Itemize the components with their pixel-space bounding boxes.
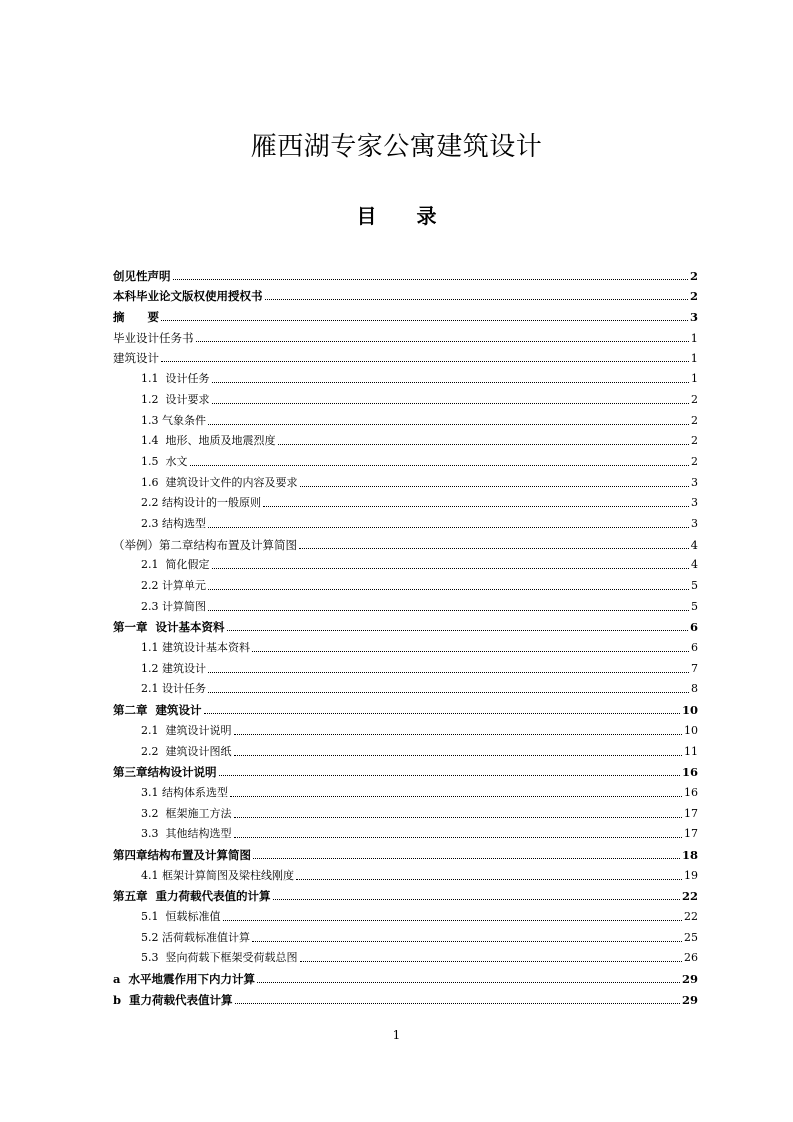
toc-entry-title: 5.1 恒载标准值: [141, 910, 221, 923]
toc-dot-leader: [208, 610, 689, 611]
toc-entry[interactable]: [113, 469, 698, 490]
toc-entry-title: 2.2 结构设计的一般原则: [141, 496, 261, 510]
toc-dot-leader: [230, 796, 682, 797]
toc-dot-leader: [257, 982, 680, 983]
toc-entry[interactable]: [113, 965, 698, 986]
toc-entry-title: 5.2 活荷载标准值计算: [141, 930, 250, 944]
toc-entry[interactable]: [113, 552, 698, 573]
toc-entry-page: 3: [691, 496, 698, 510]
toc-entry-page: 5: [691, 599, 698, 613]
toc-entry-page: 17: [684, 827, 698, 841]
toc-entry-title: 1.1 设计任务: [141, 372, 210, 386]
toc-entry-title: 4.1 框架计算简图及梁柱线刚度: [141, 868, 294, 882]
toc-dot-leader: [212, 568, 690, 569]
toc-entry[interactable]: [113, 490, 698, 511]
toc-entry-page: 10: [684, 723, 698, 737]
toc-entry[interactable]: [113, 593, 698, 614]
toc-dot-leader: [190, 465, 690, 466]
toc-entry-title: 本科毕业论文版权使用授权书: [113, 289, 263, 304]
toc-dot-leader: [227, 630, 688, 631]
toc-entry[interactable]: [113, 303, 698, 324]
toc-entry-page: 2: [691, 434, 698, 448]
toc-dot-leader: [208, 527, 689, 528]
toc-entry[interactable]: [113, 821, 698, 842]
toc-entry[interactable]: [113, 759, 698, 780]
toc-entry-page: 1: [690, 351, 698, 366]
toc-entry[interactable]: [113, 862, 698, 883]
toc-entry[interactable]: [113, 676, 698, 697]
toc-dot-leader: [235, 1003, 680, 1004]
toc-entry-page: 1: [691, 372, 698, 386]
toc-entry-title: 第一章 设计基本资料: [113, 620, 225, 635]
toc-dot-leader: [253, 858, 680, 859]
toc-dot-leader: [300, 961, 683, 962]
toc-entry-page: 25: [684, 930, 698, 944]
toc-dot-leader: [265, 299, 688, 300]
toc-entry-title: 1.3 气象条件: [141, 413, 206, 427]
toc-entry-page: 4: [690, 537, 698, 552]
table-of-contents: [113, 262, 698, 1007]
toc-entry-title: 2.1 建筑设计说明: [141, 723, 232, 737]
toc-entry-title: 1.4 地形、地质及地震烈度: [141, 434, 276, 448]
toc-entry-title: 2.3 结构选型: [141, 516, 206, 530]
toc-dot-leader: [208, 692, 689, 693]
toc-dot-leader: [208, 672, 689, 673]
toc-entry[interactable]: [113, 883, 698, 904]
toc-entry[interactable]: [113, 324, 698, 345]
toc-dot-leader: [234, 817, 683, 818]
toc-dot-leader: [300, 486, 690, 487]
toc-entry-page: 22: [684, 910, 698, 923]
toc-heading: 目 录: [356, 204, 437, 228]
toc-entry-title: 摘 要: [113, 310, 159, 325]
toc-entry-page: 2: [691, 392, 698, 406]
toc-entry-title: b 重力荷载代表值计算: [113, 992, 233, 1007]
toc-entry-title: 2.1 简化假定: [141, 558, 210, 572]
toc-dot-leader: [234, 734, 683, 735]
toc-entry-page: 26: [684, 951, 698, 965]
toc-entry-page: 29: [681, 992, 698, 1007]
toc-entry[interactable]: [113, 572, 698, 593]
toc-entry-title: 1.2 设计要求: [141, 392, 210, 406]
toc-dot-leader: [204, 713, 680, 714]
toc-entry-page: 10: [681, 703, 698, 718]
toc-entry-title: 第四章结构布置及计算简图: [113, 847, 251, 862]
toc-entry-page: 29: [681, 972, 698, 987]
toc-entry[interactable]: [113, 903, 698, 924]
toc-dot-leader: [219, 775, 680, 776]
toc-entry-title: 1.5 水文: [141, 454, 188, 468]
toc-entry-title: 创见性声明: [113, 268, 171, 283]
toc-dot-leader: [273, 899, 680, 900]
toc-dot-leader: [263, 506, 689, 507]
document-title: 雁西湖专家公寓建筑设计: [250, 132, 543, 162]
toc-entry-page: 4: [691, 558, 698, 572]
toc-entry-page: 19: [684, 868, 698, 882]
toc-dot-leader: [208, 424, 689, 425]
toc-entry-page: 6: [689, 620, 698, 635]
toc-entry-page: 3: [691, 475, 698, 489]
toc-entry-title: 3.2 框架施工方法: [141, 806, 232, 820]
toc-entry-page: 17: [684, 806, 698, 820]
toc-entry[interactable]: [113, 655, 698, 676]
toc-dot-leader: [234, 755, 683, 756]
toc-entry-title: 1.2 建筑设计: [141, 661, 206, 675]
toc-entry[interactable]: [113, 262, 698, 283]
toc-entry-title: 第三章结构设计说明: [113, 765, 217, 780]
toc-entry-page: 7: [691, 661, 698, 675]
toc-entry-page: 1: [690, 330, 698, 345]
toc-entry[interactable]: [113, 738, 698, 759]
toc-entry-page: 3: [691, 516, 698, 530]
toc-dot-leader: [161, 361, 689, 362]
toc-entry-title: 3.3 其他结构选型: [141, 827, 232, 841]
toc-entry-title: a 水平地震作用下内力计算: [113, 972, 255, 987]
toc-dot-leader: [278, 444, 690, 445]
toc-dot-leader: [252, 651, 689, 652]
toc-dot-leader: [208, 589, 689, 590]
toc-entry[interactable]: [113, 448, 698, 469]
toc-entry-title: 2.3 计算简图: [141, 599, 206, 613]
toc-entry[interactable]: [113, 510, 698, 531]
toc-entry-title: 1.6 建筑设计文件的内容及要求: [141, 475, 298, 489]
toc-entry[interactable]: [113, 345, 698, 366]
toc-entry-page: 11: [684, 744, 698, 758]
toc-entry-page: 2: [691, 454, 698, 468]
toc-entry[interactable]: [113, 283, 698, 304]
toc-entry-page: 2: [689, 289, 698, 304]
toc-entry-page: 16: [684, 785, 698, 799]
toc-entry[interactable]: [113, 407, 698, 428]
toc-entry-title: 第二章 建筑设计: [113, 703, 202, 718]
toc-dot-leader: [161, 320, 688, 321]
toc-entry[interactable]: [113, 365, 698, 386]
toc-entry[interactable]: [113, 614, 698, 635]
toc-entry-page: 6: [691, 641, 698, 655]
toc-entry-page: 8: [691, 682, 698, 696]
toc-entry-title: 5.3 竖向荷载下框架受荷载总图: [141, 951, 298, 965]
toc-entry[interactable]: [113, 696, 698, 717]
toc-entry-title: 第五章 重力荷载代表值的计算: [113, 889, 271, 904]
toc-dot-leader: [212, 403, 690, 404]
toc-entry-page: 2: [689, 268, 698, 283]
toc-dot-leader: [299, 548, 689, 549]
toc-entry[interactable]: [113, 531, 698, 552]
toc-entry-title: 毕业设计任务书: [113, 330, 194, 345]
toc-entry[interactable]: [113, 717, 698, 738]
toc-entry[interactable]: [113, 986, 698, 1007]
footer-page-number: 1: [392, 1028, 401, 1042]
toc-entry[interactable]: [113, 800, 698, 821]
toc-entry-page: 18: [681, 847, 698, 862]
toc-entry-page: 3: [689, 310, 698, 325]
toc-entry[interactable]: [113, 428, 698, 449]
toc-entry-page: 22: [681, 889, 698, 904]
toc-entry-page: 2: [691, 413, 698, 427]
toc-dot-leader: [173, 279, 688, 280]
toc-entry-title: 2.2 计算单元: [141, 579, 206, 592]
toc-entry[interactable]: [113, 634, 698, 655]
toc-dot-leader: [234, 837, 683, 838]
toc-dot-leader: [223, 920, 683, 921]
toc-entry-title: （举例）第二章结构布置及计算简图: [113, 537, 297, 552]
toc-entry[interactable]: [113, 945, 698, 966]
toc-entry-page: 16: [681, 765, 698, 780]
toc-entry-page: 5: [691, 579, 698, 592]
toc-dot-leader: [252, 941, 682, 942]
toc-dot-leader: [296, 879, 682, 880]
toc-entry-title: 3.1 结构体系选型: [141, 785, 228, 799]
toc-dot-leader: [212, 382, 690, 383]
toc-entry-title: 建筑设计: [113, 351, 159, 366]
toc-entry[interactable]: [113, 924, 698, 945]
toc-dot-leader: [196, 341, 689, 342]
toc-entry-title: 2.1 设计任务: [141, 682, 206, 696]
toc-entry[interactable]: [113, 386, 698, 407]
toc-entry[interactable]: [113, 779, 698, 800]
toc-entry-title: 1.1 建筑设计基本资料: [141, 641, 250, 655]
toc-entry[interactable]: [113, 841, 698, 862]
toc-entry-title: 2.2 建筑设计图纸: [141, 744, 232, 758]
